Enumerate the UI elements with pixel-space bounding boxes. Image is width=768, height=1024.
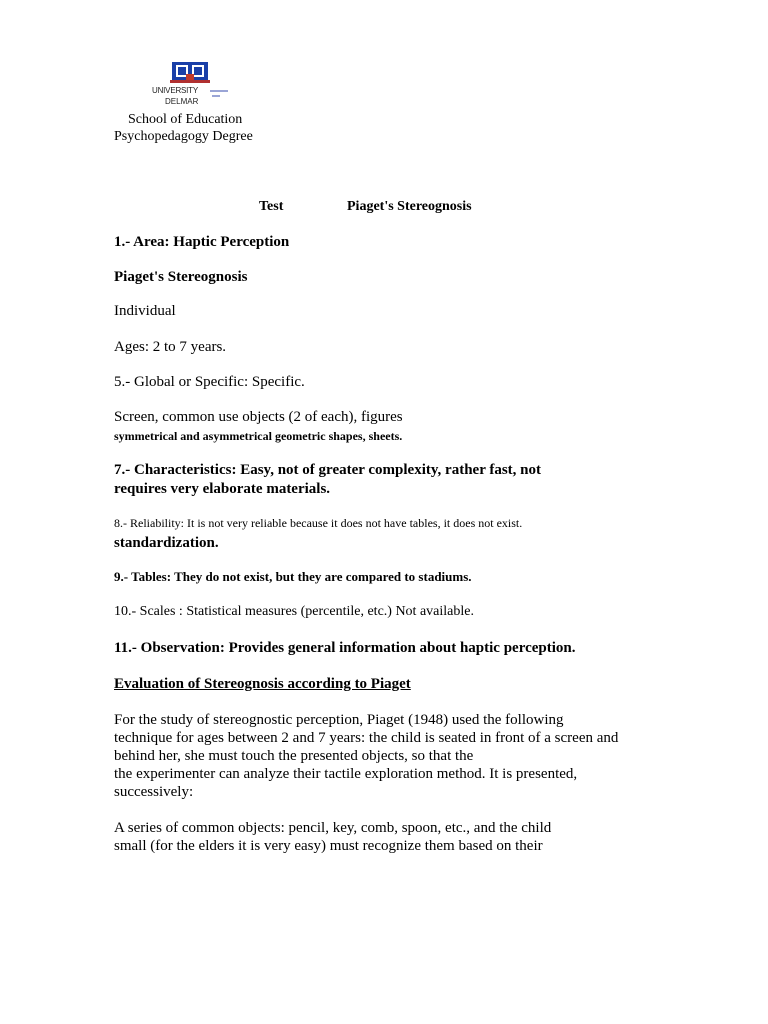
paragraph-line: small (for the elders it is very easy) must recognize them based on their — [114, 838, 543, 854]
paragraph-line: the experimenter can analyze their tactile exploration method. It is presented, — [114, 766, 578, 782]
reliability-line-2: standardization. — [114, 535, 219, 551]
paragraph-line: For the study of stereognostic perception, Piaget (1948) used the following — [114, 712, 564, 728]
paragraph-line: technique for ages between 2 and 7 years: the child is seated in front of a screen and — [114, 730, 619, 746]
degree-name: Psychopedagogy Degree — [114, 129, 253, 144]
global-specific: 5.- Global or Specific: Specific. — [114, 374, 305, 390]
materials-line-1: Screen, common use objects (2 of each), figures — [114, 409, 403, 425]
logo-city-text: DELMAR — [165, 97, 199, 106]
ages-range: Ages: 2 to 7 years. — [114, 339, 227, 355]
observation-line: 11.- Observation: Provides general information about haptic perception. — [114, 640, 576, 656]
evaluation-heading: Evaluation of Stereognosis according to Piaget — [114, 676, 411, 692]
paragraph-line: behind her, she must touch the presented objects, so that the — [114, 748, 474, 764]
tables-line: 9.- Tables: They do not exist, but they are compared to stadiums. — [114, 569, 472, 584]
paragraph-line: successively: — [114, 784, 194, 800]
characteristics-line-2: requires very elaborate materials. — [114, 481, 331, 497]
area-heading: 1.- Area: Haptic Perception — [114, 234, 290, 250]
characteristics-line-1: 7.- Characteristics: Easy, not of greater complexity, rather fast, not — [114, 462, 541, 478]
materials-line-2: symmetrical and asymmetrical geometric shapes, sheets. — [114, 429, 403, 443]
application-type: Individual — [114, 303, 176, 319]
paragraph-line: A series of common objects: pencil, key, comb, spoon, etc., and the child — [114, 820, 552, 836]
title-label: Test — [259, 199, 284, 214]
reliability-line-1: 8.- Reliability: It is not very reliable because it does not have tables, it does not exist. — [114, 516, 523, 530]
page-title: Piaget's Stereognosis — [347, 199, 472, 214]
logo-university-text: UNIVERSITY — [152, 86, 199, 95]
school-name: School of Education — [128, 112, 243, 127]
test-name: Piaget's Stereognosis — [114, 269, 248, 285]
scales-line: 10.- Scales : Statistical measures (percentile, etc.) Not available. — [114, 604, 474, 619]
